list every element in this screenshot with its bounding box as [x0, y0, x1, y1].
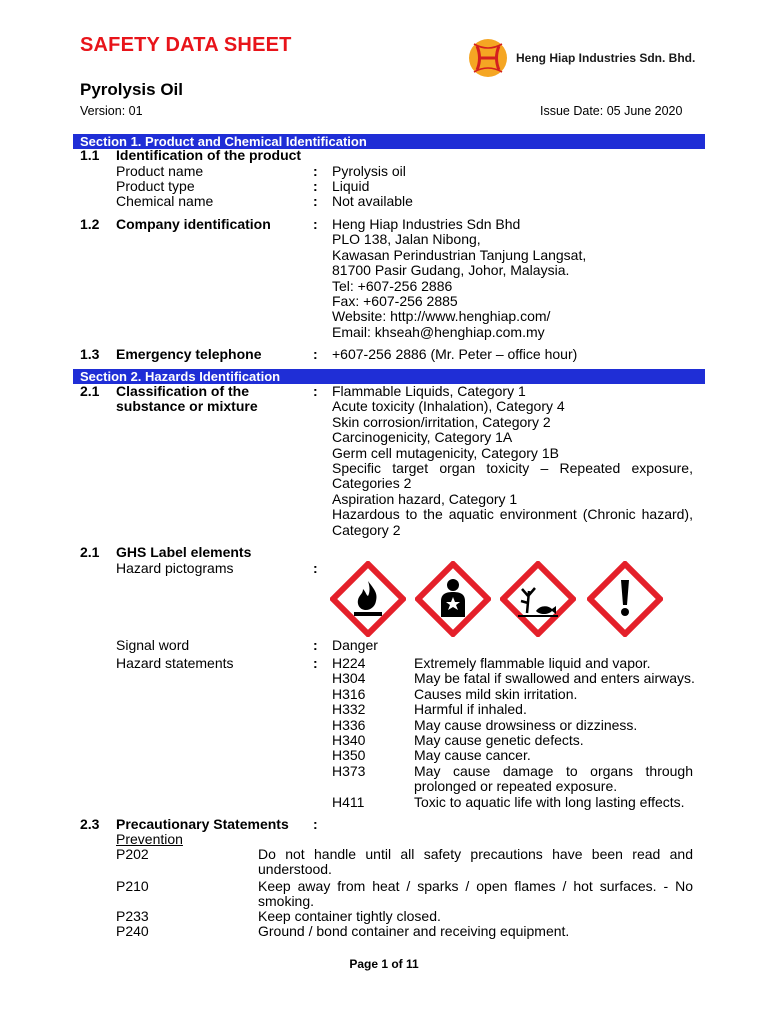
hazard-code: H336: [332, 716, 366, 733]
hazard-text: Toxic to aquatic life with long lasting effects.: [414, 793, 685, 810]
classification-item: Aspiration hazard, Category 1: [332, 490, 518, 507]
hazard-code: H316: [332, 685, 366, 702]
section-2-header: Section 2. Hazards Identification: [73, 369, 705, 384]
chemical-name-label: Chemical name: [116, 193, 214, 209]
section-1-3-number: 1.3: [80, 346, 100, 362]
hazard-text: May cause cancer.: [414, 747, 531, 764]
colon: :: [313, 346, 318, 362]
hazard-text: May be fatal if swallowed and enters airways.: [414, 670, 695, 687]
company-line: Kawasan Perindustrian Tanjung Langsat,: [332, 246, 587, 263]
company-address-block: [332, 217, 586, 340]
company-line: Tel: +607-256 2886: [332, 277, 453, 294]
version: Version: 01: [80, 104, 143, 118]
company-logo: [468, 38, 508, 78]
classification-list: [332, 384, 693, 538]
ghs-heading: GHS Label elements: [116, 544, 252, 560]
hazard-code: H340: [332, 731, 366, 748]
hazard-code: H304: [332, 670, 366, 687]
section-1-2-heading: Company identification: [116, 216, 271, 232]
section-1-1-heading: Identification of the product: [116, 147, 302, 163]
issue-date: Issue Date: 05 June 2020: [540, 104, 683, 118]
chemical-name-value: Not available: [332, 193, 413, 209]
company-line: Fax: +607-256 2885: [332, 292, 458, 309]
colon: :: [313, 655, 318, 671]
signal-word-label: Signal word: [116, 637, 190, 653]
precaution-code: P210: [116, 878, 149, 894]
hazard-text: Causes mild skin irritation.: [414, 685, 578, 702]
product-type-value: Liquid: [332, 178, 370, 194]
colon: :: [313, 193, 318, 209]
colon: :: [313, 178, 318, 194]
hazard-text: May cause drowsiness or dizziness.: [414, 716, 638, 733]
hazard-code: H224: [332, 655, 366, 671]
colon: :: [313, 637, 318, 653]
signal-word-value: Danger: [332, 637, 378, 653]
exclamation-pictogram: [587, 561, 663, 637]
section-1-1-number: 1.1: [80, 147, 100, 163]
hazard-statements-label: Hazard statements: [116, 655, 234, 671]
classification-item: Acute toxicity (Inhalation), Category 4: [332, 398, 565, 415]
colon: :: [313, 163, 318, 179]
section-2-1-number: 2.1: [80, 383, 100, 399]
hazard-text: Harmful if inhaled.: [414, 701, 527, 718]
hazard-texts: [414, 656, 693, 810]
section-2-1-heading: [116, 384, 258, 415]
product-type-label: Product type: [116, 178, 195, 194]
classification-item: Skin corrosion/irritation, Category 2: [332, 413, 551, 430]
precaution-text: Keep away from heat / sparks / open flames / hot surfaces. - No smoking.: [258, 878, 693, 910]
colon: :: [313, 216, 318, 232]
product-title: Pyrolysis Oil: [80, 80, 183, 99]
hazard-codes: [332, 656, 365, 810]
precaution-code: P240: [116, 923, 149, 939]
colon: :: [313, 816, 318, 832]
classification-item: Carcinogenicity, Category 1A: [332, 429, 513, 446]
colon: :: [313, 383, 318, 399]
company-line: Website: http://www.henghiap.com/: [332, 308, 551, 325]
heading-line: Classification of the: [116, 383, 250, 399]
emergency-phone-value: +607-256 2886 (Mr. Peter – office hour): [332, 346, 578, 362]
hazard-code: H373: [332, 762, 366, 779]
hazard-code: H411: [332, 793, 365, 810]
section-2-3-heading: Precautionary Statements: [116, 816, 289, 832]
precaution-text: Do not handle until all safety precautions have been read and understood.: [258, 846, 693, 878]
company-line: Email: khseah@henghiap.com.my: [332, 323, 545, 340]
page-number: Page 1 of 11: [349, 957, 419, 971]
hazard-code: H350: [332, 747, 366, 764]
classification-item: Hazardous to the aquatic environment (Chronic hazard), Category 2: [332, 506, 693, 538]
company-line: PLO 138, Jalan Nibong,: [332, 231, 481, 248]
product-name-value: Pyrolysis oil: [332, 163, 406, 179]
precaution-text: Ground / bond container and receiving equipment.: [258, 923, 570, 939]
prevention-subheading: Prevention: [116, 831, 183, 847]
hazard-text: Extremely flammable liquid and vapor.: [414, 655, 651, 671]
section-1-header: Section 1. Product and Chemical Identification: [73, 134, 705, 149]
company-name: Heng Hiap Industries Sdn. Bhd.: [516, 51, 696, 65]
precaution-code: P233: [116, 908, 149, 924]
precaution-code: P202: [116, 846, 149, 862]
classification-item: Specific target organ toxicity – Repeated exposure, Categories 2: [332, 460, 693, 492]
hazard-pictograms-label: Hazard pictograms: [116, 560, 234, 576]
product-name-label: Product name: [116, 163, 204, 179]
heading-line: substance or mixture: [116, 398, 258, 415]
company-line: 81700 Pasir Gudang, Johor, Malaysia.: [332, 262, 570, 279]
classification-item: Germ cell mutagenicity, Category 1B: [332, 444, 559, 461]
company-line: Heng Hiap Industries Sdn Bhd: [332, 216, 521, 232]
hazard-text: May cause damage to organs through prolonged or repeated exposure.: [414, 762, 693, 795]
colon: :: [313, 560, 318, 576]
hazard-text: May cause genetic defects.: [414, 732, 584, 749]
document-title: SAFETY DATA SHEET: [80, 34, 292, 56]
section-1-2-number: 1.2: [80, 216, 100, 232]
environment-pictogram: [500, 561, 576, 637]
flame-pictogram: [330, 561, 406, 637]
ghs-number: 2.1: [80, 544, 100, 560]
hazard-code: H332: [332, 701, 366, 718]
health-hazard-pictogram: [415, 561, 491, 637]
section-1-3-heading: Emergency telephone: [116, 346, 262, 362]
classification-item: Flammable Liquids, Category 1: [332, 383, 526, 399]
section-2-3-number: 2.3: [80, 816, 100, 832]
precaution-text: Keep container tightly closed.: [258, 908, 441, 924]
